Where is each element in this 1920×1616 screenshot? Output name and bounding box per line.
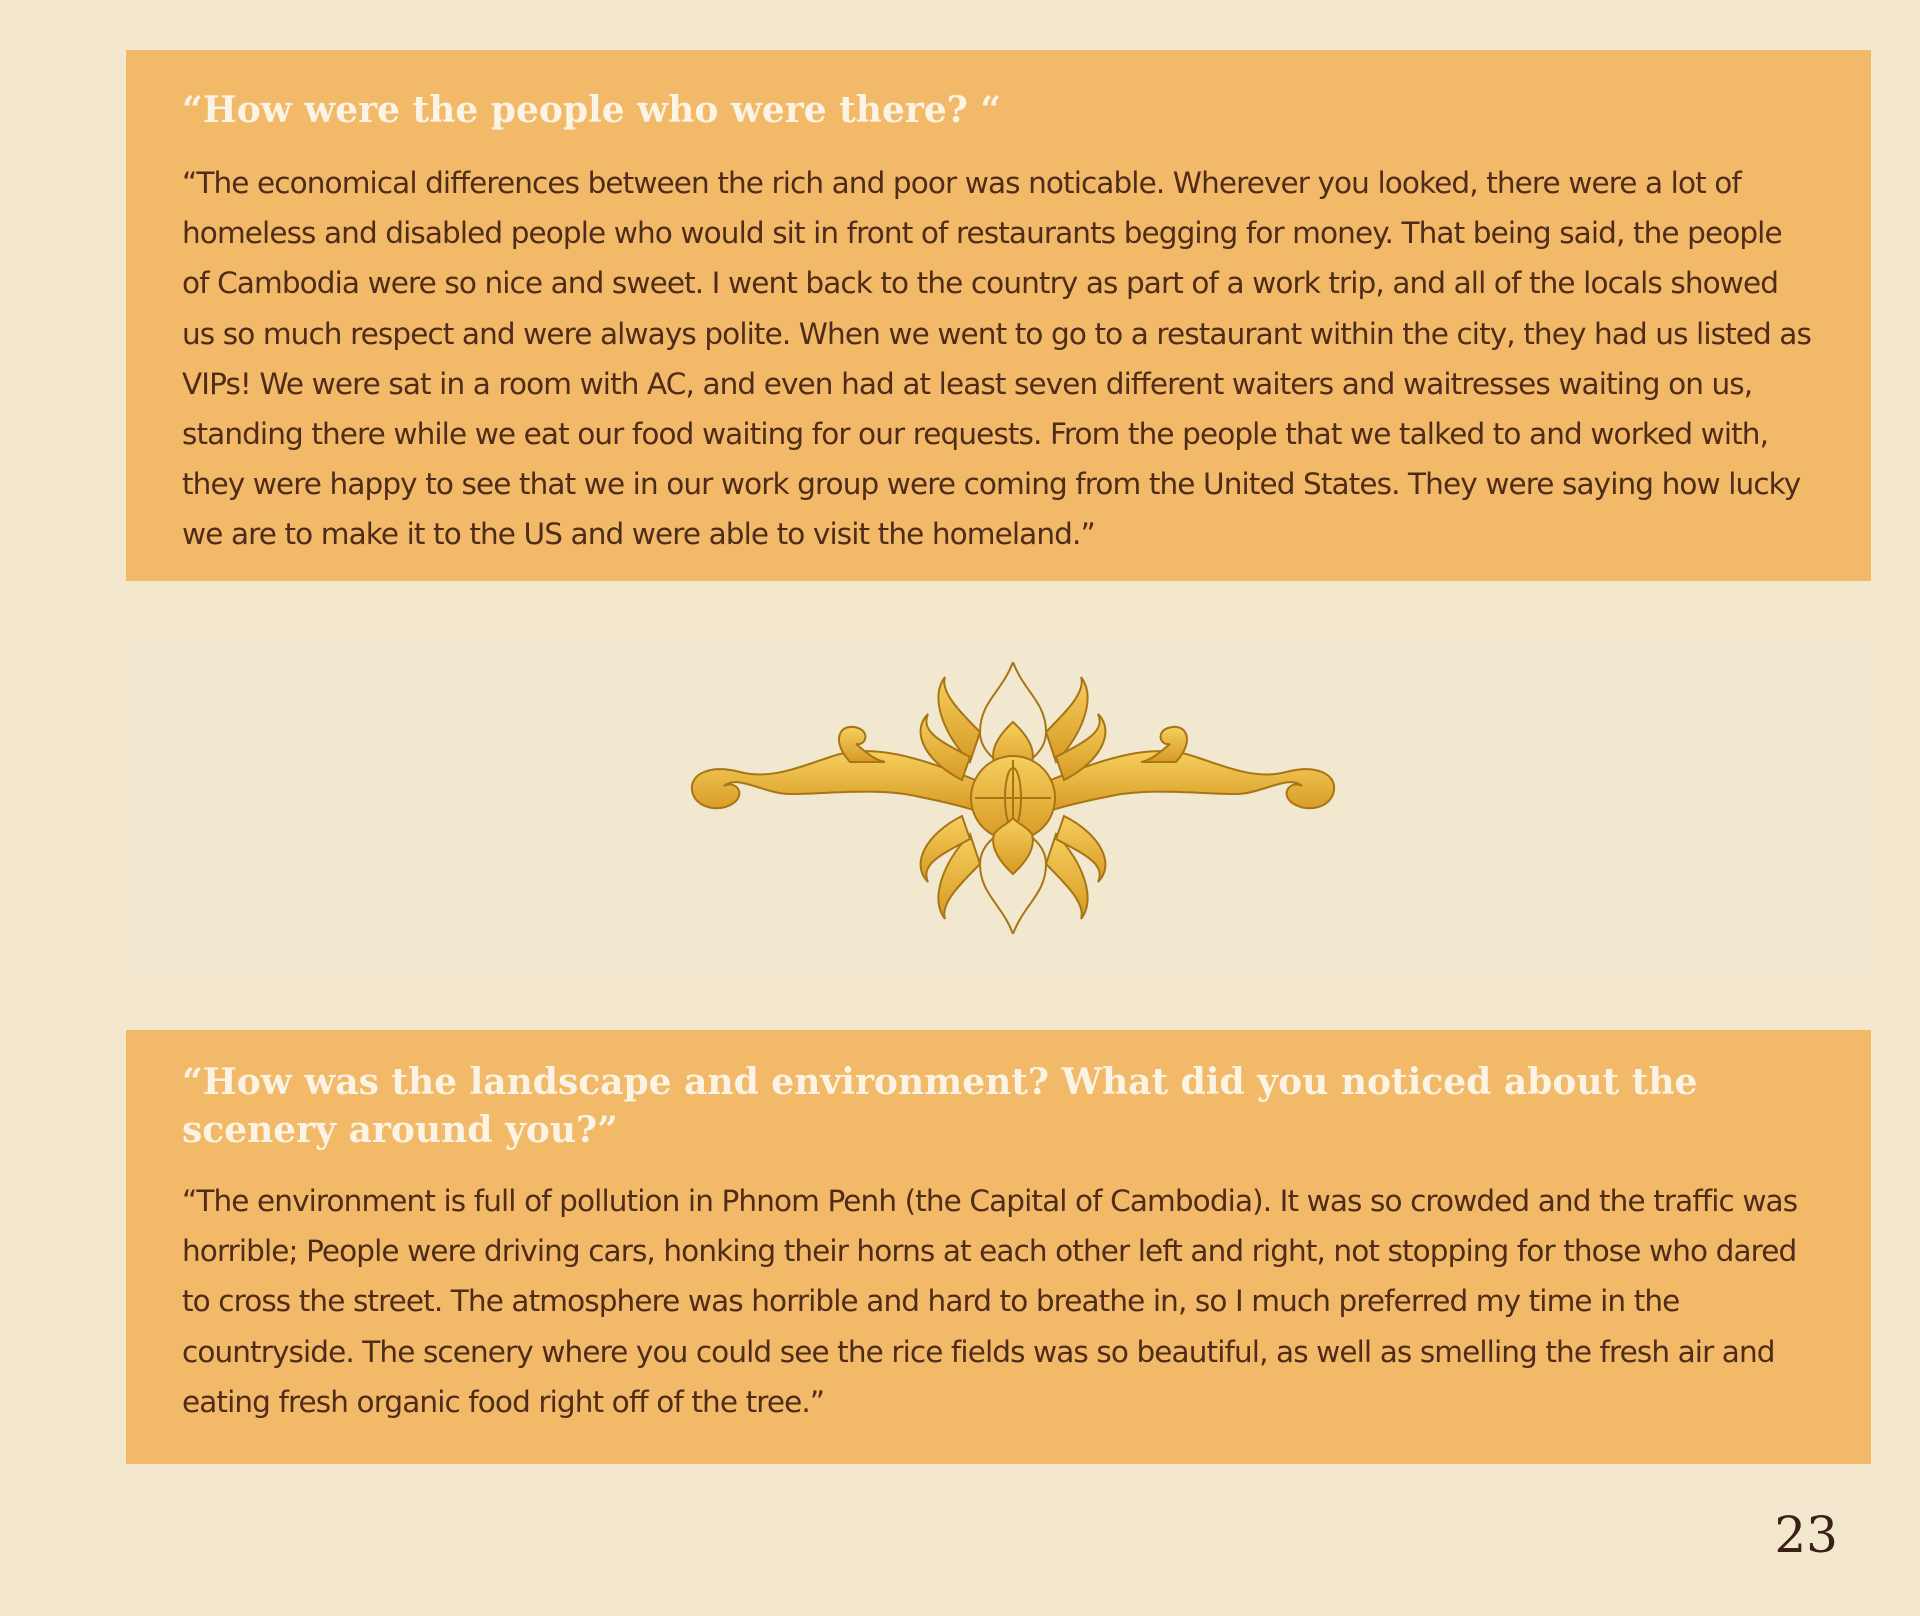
ornament-panel (126, 640, 1871, 978)
answer-paragraph: “The economical differences between the rich and poor was noticable. Wherever you looked, there were a lot of homeless and disabled people who would sit in front of restaurants begging for money. That being said, the people of Cambodia were so nice and sweet. I went back to the country as part of a work trip, and all of the locals showed us so much respect and were always polite. When we went to go to a restaurant within the city, they had us listed as VIPs! We were sat in a room with AC, and even had at least seven different waiters and waitresses waiting on us, standing there while we eat our food waiting for our requests. From the people that we talked to and worked with, they were happy to see that we in our work group were coming from the United States. They were saying how lucky we are to make it to the US and were able to visit the homeland.” (182, 166, 1811, 552)
answer-paragraph: “The environment is full of pollution in Phnom Penh (the Capital of Cambodia). It was so crowded and the traffic was horrible; People were driving cars, honking their horns at each other left and right, not stopping for those who dared to cross the street. The atmosphere was horrible and hard to breathe in, so I much preferred my time in the countryside. The scenery where you could see the rice fields was so beautiful, as well as smelling the fresh air and eating fresh organic food right off of the tree.” (182, 1184, 1798, 1419)
qa-box-landscape (126, 1030, 1871, 1464)
question-heading: “How were the people who were there? “ (182, 89, 1002, 131)
gold-flourish-ornament-icon (680, 662, 1346, 934)
qa-box-people (126, 50, 1871, 581)
page-number: 23 (1774, 1506, 1838, 1564)
question-heading: “How was the landscape and environment? What did you noticed about the scenery around you?” (182, 1061, 1698, 1151)
